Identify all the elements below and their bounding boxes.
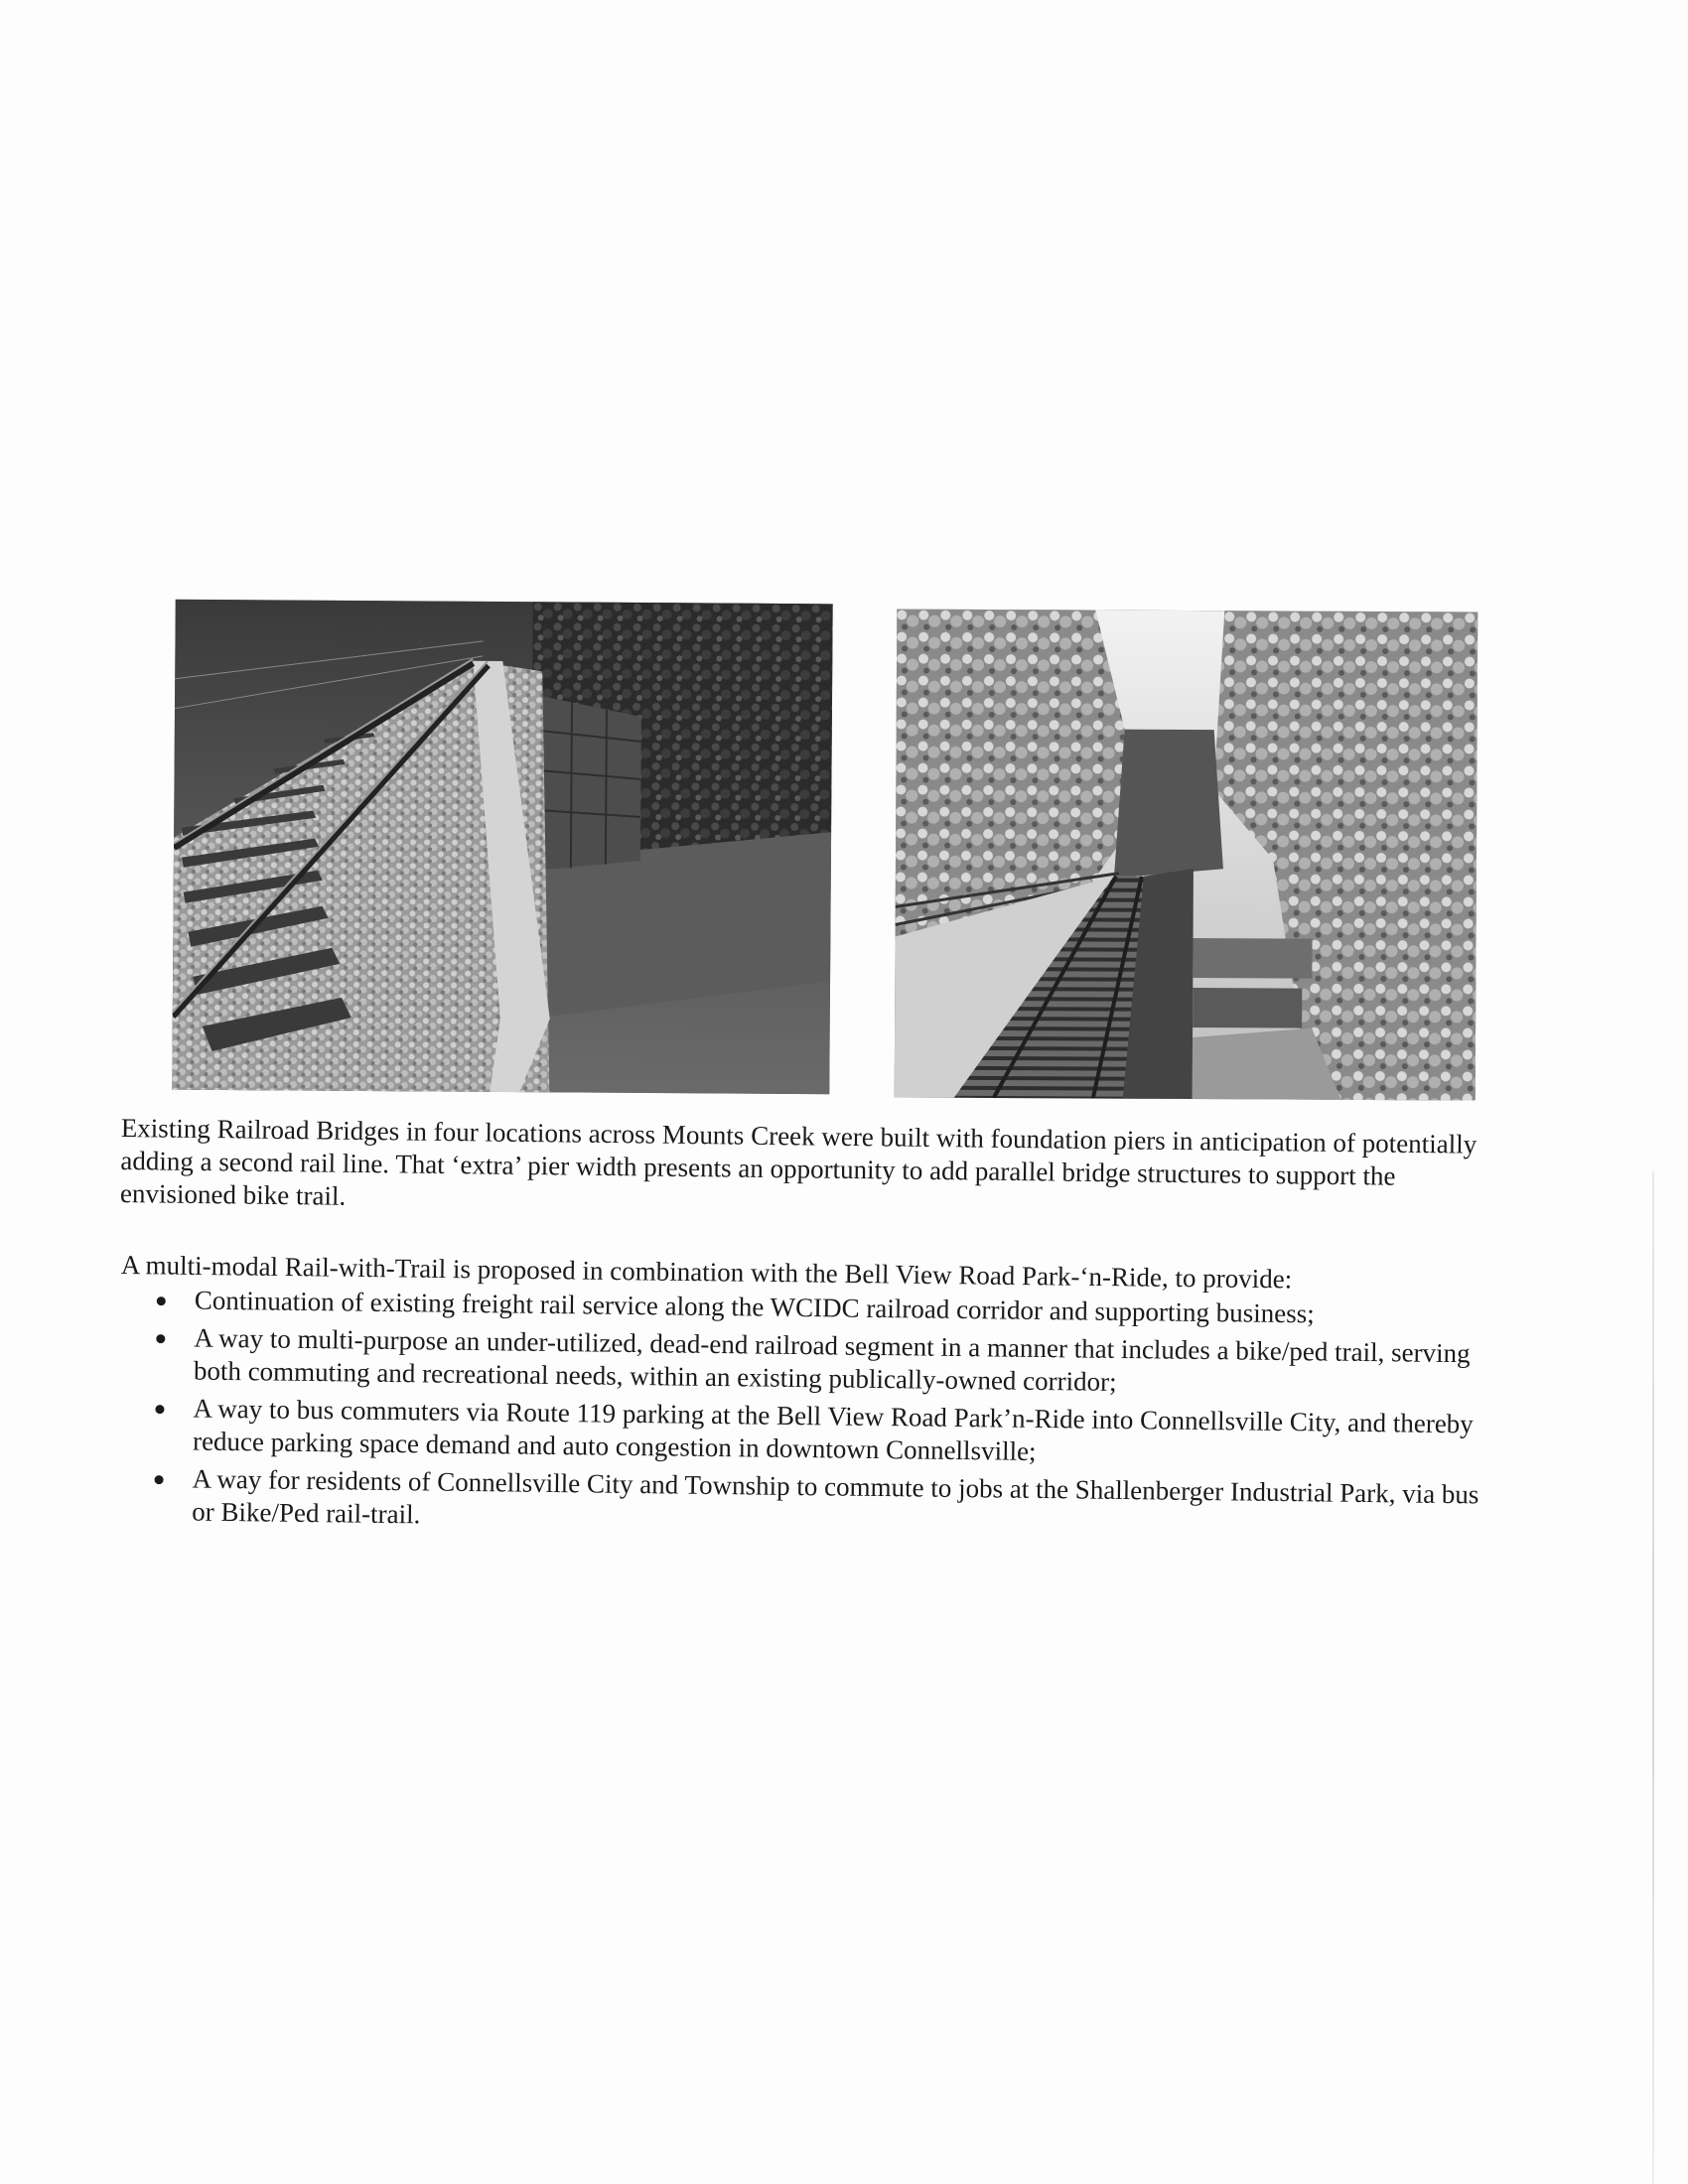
photo-caption: Existing Railroad Bridges in four locations across Mounts Creek were built with foundation piers in anticipation of potentially adding a second rail line. That ‘extra’ pier width presents an opportunity to add parallel bridge structures to support the envisioned bike trail. <box>119 1112 1477 1211</box>
bullet-icon <box>157 1297 166 1305</box>
bullet-icon <box>155 1475 164 1484</box>
railroad-bridge-trees-photo <box>895 609 1478 1100</box>
list-item-text: Continuation of existing freight rail service along the WCIDC railroad corridor and supporting business; <box>194 1285 1315 1329</box>
list-item-text: A way for residents of Connellsville City and Township to commute to jobs at the Shallenberger Industrial Park, via bus or Bike/Ped rail-trail. <box>192 1463 1479 1530</box>
benefits-list <box>146 1284 1499 1550</box>
list-item <box>147 1392 1498 1474</box>
list-item-text: A way to bus commuters via Route 119 parking at the Bell View Road Park’n-Ride into Connellsville City, and thereby reduce parking space demand and auto congestion in downtown Connellsville; <box>192 1393 1474 1466</box>
bullet-icon <box>155 1405 164 1414</box>
scan-edge-artifact <box>1652 1171 1654 2184</box>
list-item <box>148 1321 1499 1404</box>
proposal-intro: A multi-modal Rail-with-Trail is proposed in combination with the Bell View Road Park-‘n-Ride, to provide: <box>120 1249 1293 1295</box>
list-item-text: A way to multi-purpose an under-utilized, dead-end railroad segment in a manner that includes a bike/ped trail, serving both commuting and recreational needs, within an existing publically-owned corridor; <box>193 1322 1471 1397</box>
list-item <box>146 1462 1497 1545</box>
railroad-bridge-track-photo <box>172 600 832 1095</box>
bullet-icon <box>156 1334 165 1343</box>
